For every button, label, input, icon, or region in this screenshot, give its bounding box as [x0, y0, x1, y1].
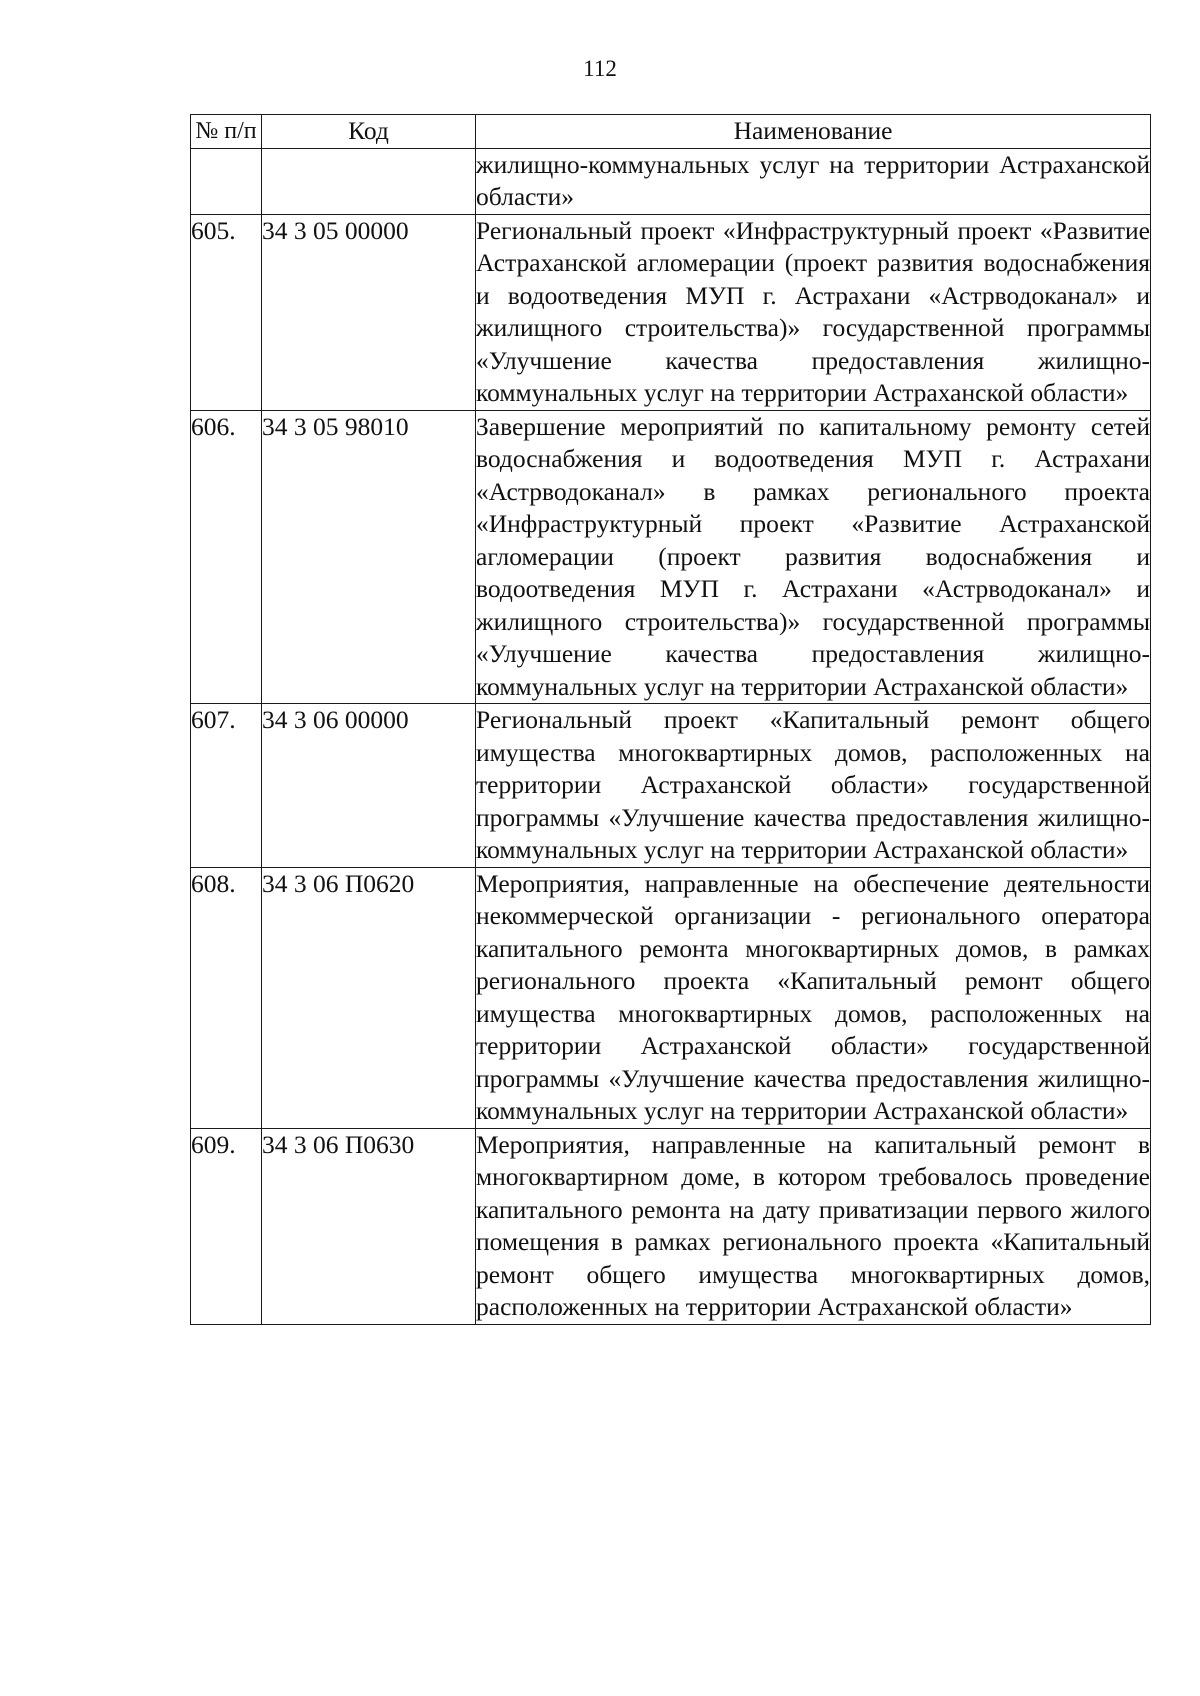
- row-code: 34 3 05 00000: [262, 214, 476, 410]
- header-code: Код: [262, 115, 476, 149]
- row-name: Мероприятия, направленные на капитальный ремонт в многоквартирном доме, в котором требовалось проведение капитального ремонта на дату приватизации первого жилого помещения в рамках регионального проекта «Капитальный ремонт общего имущества многоквартирных домов, расположенных на территории Астраханской области»: [476, 1128, 1151, 1324]
- row-name: Завершение мероприятий по капитальному ремонту сетей водоснабжения и водоотведения МУП г. Астрахани «Астрводоканал» в рамках регионального проекта «Инфраструктурный проект «Развитие Астраханской агломерации (проект развития водоснабжения и водоотведения МУП г. Астрахани «Астрводоканал» и жилищного строительства)» государственной программы «Улучшение качества предоставления жилищно-коммунальных услуг на территории Астраханской области»: [476, 410, 1151, 704]
- row-number: 609.: [191, 1128, 262, 1324]
- table-row: [191, 1128, 1151, 1324]
- row-number: 608.: [191, 867, 262, 1128]
- table-row: [191, 867, 1151, 1128]
- header-name: Наименование: [476, 115, 1151, 149]
- row-name: Мероприятия, направленные на обеспечение деятельности некоммерческой организации - регионального оператора капитального ремонта многоквартирных домов, в рамках регионального проекта «Капитальный ремонт общего имущества многоквартирных домов, расположенных на территории Астраханской области» государственной программы «Улучшение качества предоставления жилищно-коммунальных услуг на территории Астраханской области»: [476, 867, 1151, 1128]
- row-number: 606.: [191, 410, 262, 704]
- row-code: 34 3 05 98010: [262, 410, 476, 704]
- budget-code-table: [190, 114, 1151, 1325]
- table-header-row: [191, 115, 1151, 149]
- row-number: 607.: [191, 704, 262, 868]
- row-number: 605.: [191, 214, 262, 410]
- row-code: 34 3 06 П0630: [262, 1128, 476, 1324]
- header-row-number: № п/п: [191, 115, 262, 149]
- table-row: [191, 704, 1151, 868]
- page-number: 112: [583, 56, 617, 81]
- row-code: 34 3 06 П0620: [262, 867, 476, 1128]
- row-name: Региональный проект «Инфраструктурный проект «Развитие Астраханской агломерации (проект развития водоснабжения и водоотведения МУП г. Астрахани «Астрводоканал» и жилищного строительства)» государственной программы «Улучшение качества предоставления жилищно-коммунальных услуг на территории Астраханской области»: [476, 214, 1151, 410]
- row-code: [262, 148, 476, 214]
- table-row: [191, 214, 1151, 410]
- row-name: Региональный проект «Капитальный ремонт общего имущества многоквартирных домов, расположенных на территории Астраханской области» государственной программы «Улучшение качества предоставления жилищно-коммунальных услуг на территории Астраханской области»: [476, 704, 1151, 868]
- row-number: [191, 148, 262, 214]
- table-row: [191, 148, 1151, 214]
- row-name: жилищно-коммунальных услуг на территории Астраханской области»: [476, 148, 1151, 214]
- table-row: [191, 410, 1151, 704]
- row-code: 34 3 06 00000: [262, 704, 476, 868]
